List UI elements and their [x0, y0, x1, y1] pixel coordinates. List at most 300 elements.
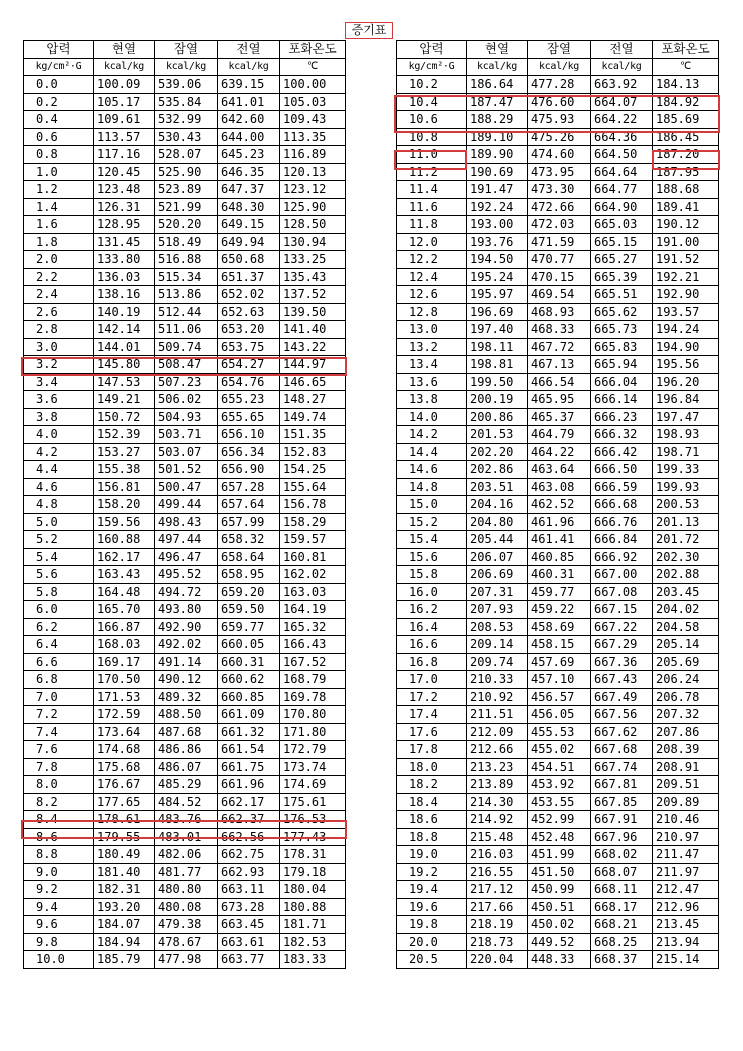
- sensible-heat-cell: 128.95: [94, 216, 155, 234]
- header-latent-heat: 잠열: [528, 41, 591, 59]
- saturation-temp-cell: 185.69: [653, 111, 719, 129]
- header-sensible-heat: 현열: [94, 41, 155, 59]
- total-heat-cell: 662.75: [218, 846, 280, 864]
- table-row: [24, 321, 346, 339]
- latent-heat-cell: 472.66: [528, 198, 591, 216]
- pressure-cell: 0.6: [24, 128, 94, 146]
- table-row: [397, 758, 719, 776]
- sensible-heat-cell: 217.12: [467, 881, 528, 899]
- table-row: [24, 618, 346, 636]
- saturation-temp-cell: 155.64: [280, 478, 346, 496]
- table-row: [24, 216, 346, 234]
- total-heat-cell: 666.14: [591, 391, 653, 409]
- saturation-temp-cell: 209.51: [653, 776, 719, 794]
- total-heat-cell: 661.54: [218, 741, 280, 759]
- latent-heat-cell: 459.77: [528, 583, 591, 601]
- saturation-temp-cell: 197.47: [653, 408, 719, 426]
- sensible-heat-cell: 201.53: [467, 426, 528, 444]
- total-heat-cell: 652.63: [218, 303, 280, 321]
- total-heat-cell: 664.36: [591, 128, 653, 146]
- saturation-temp-cell: 201.13: [653, 513, 719, 531]
- saturation-temp-cell: 100.00: [280, 76, 346, 94]
- latent-heat-cell: 458.69: [528, 618, 591, 636]
- total-heat-cell: 664.07: [591, 93, 653, 111]
- latent-heat-cell: 474.60: [528, 146, 591, 164]
- saturation-temp-cell: 172.79: [280, 741, 346, 759]
- pressure-cell: 18.0: [397, 758, 467, 776]
- pressure-cell: 5.0: [24, 513, 94, 531]
- table-row: [24, 268, 346, 286]
- latent-heat-cell: 486.86: [155, 741, 218, 759]
- table-row: [24, 461, 346, 479]
- table-row: [397, 776, 719, 794]
- saturation-temp-cell: 146.65: [280, 373, 346, 391]
- pressure-cell: 1.4: [24, 198, 94, 216]
- total-heat-cell: 664.77: [591, 181, 653, 199]
- total-heat-cell: 668.17: [591, 898, 653, 916]
- latent-heat-cell: 480.08: [155, 898, 218, 916]
- sensible-heat-cell: 179.55: [94, 828, 155, 846]
- total-heat-cell: 662.37: [218, 811, 280, 829]
- pressure-cell: 14.4: [397, 443, 467, 461]
- latent-heat-cell: 492.02: [155, 636, 218, 654]
- latent-heat-cell: 477.28: [528, 76, 591, 94]
- saturation-temp-cell: 170.80: [280, 706, 346, 724]
- table-row: [24, 76, 346, 94]
- pressure-cell: 17.0: [397, 671, 467, 689]
- pressure-cell: 12.0: [397, 233, 467, 251]
- header-pressure: 압력: [397, 41, 467, 59]
- total-heat-cell: 667.62: [591, 723, 653, 741]
- table-row: [24, 251, 346, 269]
- header-saturation-temp: 포화온도: [280, 41, 346, 59]
- table-row: [24, 548, 346, 566]
- latent-heat-cell: 465.95: [528, 391, 591, 409]
- table-row: [397, 496, 719, 514]
- pressure-cell: 15.2: [397, 513, 467, 531]
- total-heat-cell: 661.09: [218, 706, 280, 724]
- saturation-temp-cell: 213.94: [653, 933, 719, 951]
- pressure-cell: 16.4: [397, 618, 467, 636]
- saturation-temp-cell: 192.21: [653, 268, 719, 286]
- total-heat-cell: 667.15: [591, 601, 653, 619]
- total-heat-cell: 644.00: [218, 128, 280, 146]
- latent-heat-cell: 532.99: [155, 111, 218, 129]
- sensible-heat-cell: 196.69: [467, 303, 528, 321]
- latent-heat-cell: 492.90: [155, 618, 218, 636]
- pressure-cell: 15.6: [397, 548, 467, 566]
- total-heat-cell: 659.20: [218, 583, 280, 601]
- pressure-cell: 2.4: [24, 286, 94, 304]
- total-heat-cell: 666.50: [591, 461, 653, 479]
- pressure-cell: 14.2: [397, 426, 467, 444]
- table-row: [24, 671, 346, 689]
- saturation-temp-cell: 195.56: [653, 356, 719, 374]
- sensible-heat-cell: 181.40: [94, 863, 155, 881]
- latent-heat-cell: 478.67: [155, 933, 218, 951]
- total-heat-cell: 666.76: [591, 513, 653, 531]
- sensible-heat-cell: 145.80: [94, 356, 155, 374]
- saturation-temp-cell: 164.19: [280, 601, 346, 619]
- table-row: [24, 181, 346, 199]
- saturation-temp-cell: 190.12: [653, 216, 719, 234]
- total-heat-cell: 647.37: [218, 181, 280, 199]
- table-row: [397, 181, 719, 199]
- sensible-heat-cell: 195.24: [467, 268, 528, 286]
- table-row: [397, 233, 719, 251]
- saturation-temp-cell: 199.33: [653, 461, 719, 479]
- total-heat-cell: 655.65: [218, 408, 280, 426]
- saturation-temp-cell: 165.32: [280, 618, 346, 636]
- pressure-cell: 7.8: [24, 758, 94, 776]
- sensible-heat-cell: 207.31: [467, 583, 528, 601]
- latent-heat-cell: 472.03: [528, 216, 591, 234]
- saturation-temp-cell: 215.14: [653, 951, 719, 969]
- sensible-heat-cell: 193.76: [467, 233, 528, 251]
- sensible-heat-cell: 190.69: [467, 163, 528, 181]
- total-heat-cell: 660.31: [218, 653, 280, 671]
- saturation-temp-cell: 203.45: [653, 583, 719, 601]
- unit-sensible-heat: kcal/kg: [467, 58, 528, 76]
- saturation-temp-cell: 166.43: [280, 636, 346, 654]
- latent-heat-cell: 450.02: [528, 916, 591, 934]
- pressure-cell: 10.6: [397, 111, 467, 129]
- total-heat-cell: 673.28: [218, 898, 280, 916]
- total-heat-cell: 662.93: [218, 863, 280, 881]
- latent-heat-cell: 497.44: [155, 531, 218, 549]
- total-heat-cell: 652.02: [218, 286, 280, 304]
- table-row: [397, 706, 719, 724]
- total-heat-cell: 664.64: [591, 163, 653, 181]
- pressure-cell: 18.8: [397, 828, 467, 846]
- saturation-temp-cell: 116.89: [280, 146, 346, 164]
- saturation-temp-cell: 125.90: [280, 198, 346, 216]
- table-row: [397, 846, 719, 864]
- saturation-temp-cell: 160.81: [280, 548, 346, 566]
- total-heat-cell: 667.36: [591, 653, 653, 671]
- saturation-temp-cell: 210.97: [653, 828, 719, 846]
- total-heat-cell: 655.23: [218, 391, 280, 409]
- latent-heat-cell: 499.44: [155, 496, 218, 514]
- saturation-temp-cell: 149.74: [280, 408, 346, 426]
- latent-heat-cell: 459.22: [528, 601, 591, 619]
- sensible-heat-cell: 204.80: [467, 513, 528, 531]
- pressure-cell: 5.6: [24, 566, 94, 584]
- table-row: [24, 478, 346, 496]
- table-row: [24, 583, 346, 601]
- pressure-cell: 19.4: [397, 881, 467, 899]
- pressure-cell: 9.8: [24, 933, 94, 951]
- latent-heat-cell: 452.48: [528, 828, 591, 846]
- saturation-temp-cell: 169.78: [280, 688, 346, 706]
- sensible-heat-cell: 187.47: [467, 93, 528, 111]
- saturation-temp-cell: 181.71: [280, 916, 346, 934]
- saturation-temp-cell: 205.69: [653, 653, 719, 671]
- pressure-cell: 14.8: [397, 478, 467, 496]
- latent-heat-cell: 463.64: [528, 461, 591, 479]
- latent-heat-cell: 475.26: [528, 128, 591, 146]
- sensible-heat-cell: 215.48: [467, 828, 528, 846]
- saturation-temp-cell: 186.45: [653, 128, 719, 146]
- pressure-cell: 4.6: [24, 478, 94, 496]
- sensible-heat-cell: 176.67: [94, 776, 155, 794]
- latent-heat-cell: 495.52: [155, 566, 218, 584]
- pressure-cell: 16.2: [397, 601, 467, 619]
- sensible-heat-cell: 126.31: [94, 198, 155, 216]
- latent-heat-cell: 479.38: [155, 916, 218, 934]
- total-heat-cell: 665.39: [591, 268, 653, 286]
- latent-heat-cell: 457.69: [528, 653, 591, 671]
- sensible-heat-cell: 198.11: [467, 338, 528, 356]
- saturation-temp-cell: 196.84: [653, 391, 719, 409]
- pressure-cell: 18.6: [397, 811, 467, 829]
- total-heat-cell: 665.62: [591, 303, 653, 321]
- sensible-heat-cell: 200.19: [467, 391, 528, 409]
- saturation-temp-cell: 159.57: [280, 531, 346, 549]
- saturation-temp-cell: 178.31: [280, 846, 346, 864]
- unit-pressure: kg/cm²·G: [24, 58, 94, 76]
- table-row: [397, 863, 719, 881]
- total-heat-cell: 650.68: [218, 251, 280, 269]
- sensible-heat-cell: 159.56: [94, 513, 155, 531]
- latent-heat-cell: 473.95: [528, 163, 591, 181]
- total-heat-cell: 662.56: [218, 828, 280, 846]
- table-row: [397, 128, 719, 146]
- saturation-temp-cell: 123.12: [280, 181, 346, 199]
- pressure-cell: 8.4: [24, 811, 94, 829]
- saturation-temp-cell: 156.78: [280, 496, 346, 514]
- saturation-temp-cell: 206.24: [653, 671, 719, 689]
- latent-heat-cell: 453.55: [528, 793, 591, 811]
- table-row: [397, 741, 719, 759]
- saturation-temp-cell: 173.74: [280, 758, 346, 776]
- pressure-cell: 5.2: [24, 531, 94, 549]
- pressure-cell: 11.8: [397, 216, 467, 234]
- total-heat-cell: 668.02: [591, 846, 653, 864]
- pressure-cell: 8.6: [24, 828, 94, 846]
- sensible-heat-cell: 165.70: [94, 601, 155, 619]
- saturation-temp-cell: 194.24: [653, 321, 719, 339]
- total-heat-cell: 665.73: [591, 321, 653, 339]
- saturation-temp-cell: 133.25: [280, 251, 346, 269]
- saturation-temp-cell: 188.68: [653, 181, 719, 199]
- steam-table-right: [396, 40, 719, 969]
- pressure-cell: 6.2: [24, 618, 94, 636]
- latent-heat-cell: 467.72: [528, 338, 591, 356]
- saturation-temp-cell: 135.43: [280, 268, 346, 286]
- latent-heat-cell: 490.12: [155, 671, 218, 689]
- table-row: [397, 513, 719, 531]
- table-row: [24, 741, 346, 759]
- latent-heat-cell: 453.92: [528, 776, 591, 794]
- sensible-heat-cell: 169.17: [94, 653, 155, 671]
- pressure-cell: 16.8: [397, 653, 467, 671]
- pressure-cell: 17.8: [397, 741, 467, 759]
- sensible-heat-cell: 202.86: [467, 461, 528, 479]
- latent-heat-cell: 464.79: [528, 426, 591, 444]
- pressure-cell: 10.8: [397, 128, 467, 146]
- saturation-temp-cell: 206.78: [653, 688, 719, 706]
- table-row: [24, 828, 346, 846]
- sensible-heat-cell: 163.43: [94, 566, 155, 584]
- pressure-cell: 7.2: [24, 706, 94, 724]
- table-row: [397, 356, 719, 374]
- pressure-cell: 5.8: [24, 583, 94, 601]
- total-heat-cell: 641.01: [218, 93, 280, 111]
- table-row: [397, 636, 719, 654]
- saturation-temp-cell: 198.93: [653, 426, 719, 444]
- table-row: [24, 776, 346, 794]
- sensible-heat-cell: 209.74: [467, 653, 528, 671]
- latent-heat-cell: 469.54: [528, 286, 591, 304]
- total-heat-cell: 666.84: [591, 531, 653, 549]
- pressure-cell: 18.2: [397, 776, 467, 794]
- sensible-heat-cell: 158.20: [94, 496, 155, 514]
- table-row: [24, 443, 346, 461]
- total-heat-cell: 656.90: [218, 461, 280, 479]
- latent-heat-cell: 470.77: [528, 251, 591, 269]
- table-row: [24, 233, 346, 251]
- sensible-heat-cell: 210.33: [467, 671, 528, 689]
- table-row: [397, 531, 719, 549]
- pressure-cell: 9.6: [24, 916, 94, 934]
- total-heat-cell: 667.43: [591, 671, 653, 689]
- latent-heat-cell: 525.90: [155, 163, 218, 181]
- table-row: [397, 461, 719, 479]
- steam-table-left: [23, 40, 346, 969]
- pressure-cell: 11.0: [397, 146, 467, 164]
- total-heat-cell: 654.76: [218, 373, 280, 391]
- sensible-heat-cell: 193.00: [467, 216, 528, 234]
- saturation-temp-cell: 167.52: [280, 653, 346, 671]
- total-heat-cell: 656.34: [218, 443, 280, 461]
- table-row: [24, 373, 346, 391]
- total-heat-cell: 666.23: [591, 408, 653, 426]
- total-heat-cell: 666.04: [591, 373, 653, 391]
- total-heat-cell: 666.68: [591, 496, 653, 514]
- pressure-cell: 19.0: [397, 846, 467, 864]
- header-pressure: 압력: [24, 41, 94, 59]
- latent-heat-cell: 516.88: [155, 251, 218, 269]
- table-row: [397, 688, 719, 706]
- saturation-temp-cell: 180.88: [280, 898, 346, 916]
- table-row: [397, 373, 719, 391]
- sensible-heat-cell: 203.51: [467, 478, 528, 496]
- latent-heat-cell: 477.98: [155, 951, 218, 969]
- saturation-temp-cell: 180.04: [280, 881, 346, 899]
- sensible-heat-cell: 206.69: [467, 566, 528, 584]
- table-row: [397, 916, 719, 934]
- latent-heat-cell: 491.14: [155, 653, 218, 671]
- table-row: [397, 321, 719, 339]
- pressure-cell: 15.8: [397, 566, 467, 584]
- latent-heat-cell: 504.93: [155, 408, 218, 426]
- pressure-cell: 6.6: [24, 653, 94, 671]
- table-row: [24, 846, 346, 864]
- latent-heat-cell: 460.85: [528, 548, 591, 566]
- latent-heat-cell: 515.34: [155, 268, 218, 286]
- table-row: [397, 163, 719, 181]
- unit-total-heat: kcal/kg: [591, 58, 653, 76]
- pressure-cell: 17.2: [397, 688, 467, 706]
- sensible-heat-cell: 177.65: [94, 793, 155, 811]
- sensible-heat-cell: 175.68: [94, 758, 155, 776]
- latent-heat-cell: 448.33: [528, 951, 591, 969]
- sensible-heat-cell: 172.59: [94, 706, 155, 724]
- sensible-heat-cell: 147.53: [94, 373, 155, 391]
- pressure-cell: 3.8: [24, 408, 94, 426]
- sensible-heat-cell: 212.66: [467, 741, 528, 759]
- sensible-heat-cell: 199.50: [467, 373, 528, 391]
- unit-sensible-heat: kcal/kg: [94, 58, 155, 76]
- saturation-temp-cell: 137.52: [280, 286, 346, 304]
- latent-heat-cell: 503.07: [155, 443, 218, 461]
- saturation-temp-cell: 212.96: [653, 898, 719, 916]
- sensible-heat-cell: 160.88: [94, 531, 155, 549]
- saturation-temp-cell: 158.29: [280, 513, 346, 531]
- sensible-heat-cell: 153.27: [94, 443, 155, 461]
- sensible-heat-cell: 218.73: [467, 933, 528, 951]
- table-row: [397, 216, 719, 234]
- sensible-heat-cell: 198.81: [467, 356, 528, 374]
- sensible-heat-cell: 210.92: [467, 688, 528, 706]
- latent-heat-cell: 456.57: [528, 688, 591, 706]
- saturation-temp-cell: 152.83: [280, 443, 346, 461]
- table-row: [24, 426, 346, 444]
- saturation-temp-cell: 151.35: [280, 426, 346, 444]
- pressure-cell: 16.0: [397, 583, 467, 601]
- pressure-cell: 12.2: [397, 251, 467, 269]
- latent-heat-cell: 523.89: [155, 181, 218, 199]
- total-heat-cell: 667.56: [591, 706, 653, 724]
- saturation-temp-cell: 120.13: [280, 163, 346, 181]
- table-row: [24, 916, 346, 934]
- total-heat-cell: 664.22: [591, 111, 653, 129]
- latent-heat-cell: 452.99: [528, 811, 591, 829]
- pressure-cell: 11.4: [397, 181, 467, 199]
- table-row: [24, 566, 346, 584]
- table-row: [24, 128, 346, 146]
- latent-heat-cell: 503.71: [155, 426, 218, 444]
- latent-heat-cell: 460.31: [528, 566, 591, 584]
- saturation-temp-cell: 210.46: [653, 811, 719, 829]
- total-heat-cell: 653.20: [218, 321, 280, 339]
- table-row: [24, 513, 346, 531]
- latent-heat-cell: 473.30: [528, 181, 591, 199]
- sensible-heat-cell: 142.14: [94, 321, 155, 339]
- sensible-heat-cell: 216.55: [467, 863, 528, 881]
- total-heat-cell: 667.00: [591, 566, 653, 584]
- latent-heat-cell: 518.49: [155, 233, 218, 251]
- table-row: [397, 198, 719, 216]
- total-heat-cell: 668.21: [591, 916, 653, 934]
- latent-heat-cell: 455.02: [528, 741, 591, 759]
- saturation-temp-cell: 191.52: [653, 251, 719, 269]
- total-heat-cell: 666.59: [591, 478, 653, 496]
- saturation-temp-cell: 211.47: [653, 846, 719, 864]
- total-heat-cell: 665.83: [591, 338, 653, 356]
- sensible-heat-cell: 191.47: [467, 181, 528, 199]
- table-row: [397, 146, 719, 164]
- total-heat-cell: 667.29: [591, 636, 653, 654]
- sensible-heat-cell: 188.29: [467, 111, 528, 129]
- table-row: [24, 111, 346, 129]
- total-heat-cell: 665.51: [591, 286, 653, 304]
- pressure-cell: 7.4: [24, 723, 94, 741]
- latent-heat-cell: 471.59: [528, 233, 591, 251]
- saturation-temp-cell: 177.43: [280, 828, 346, 846]
- latent-heat-cell: 462.52: [528, 496, 591, 514]
